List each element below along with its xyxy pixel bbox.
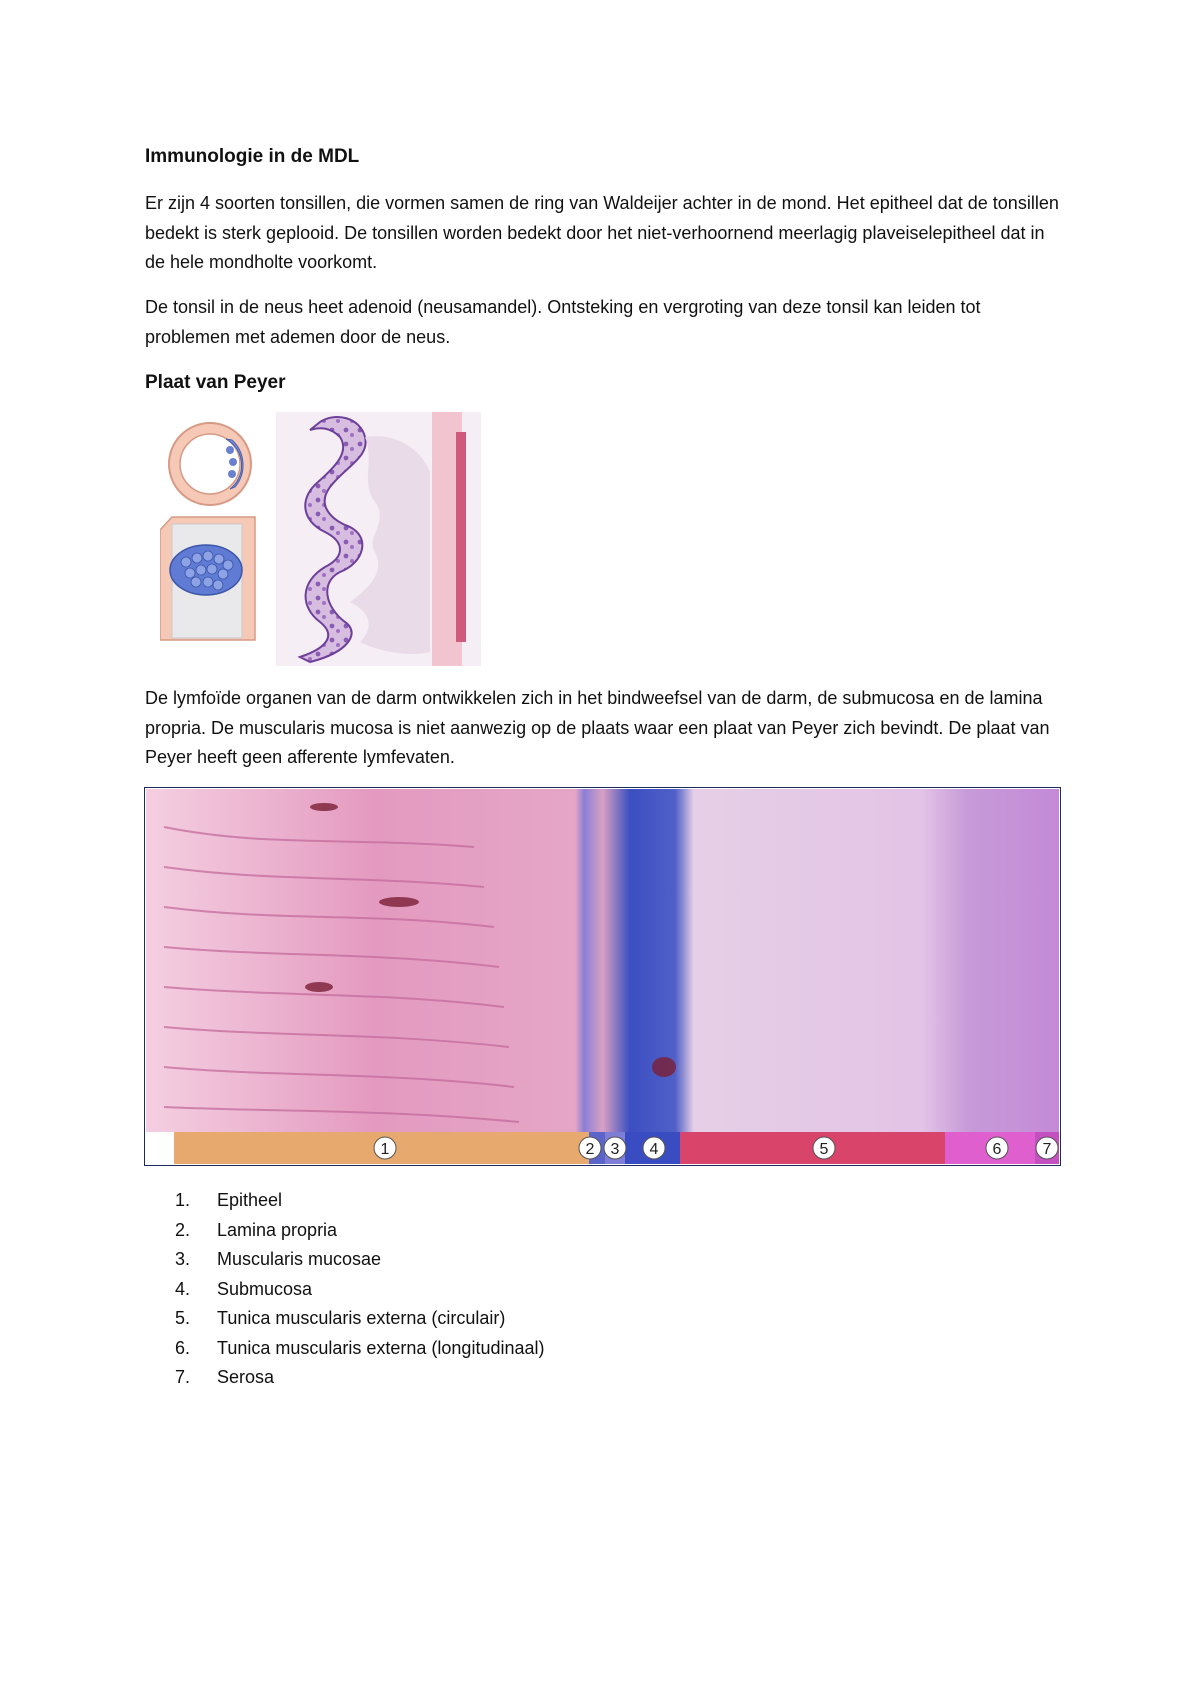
document-title: Immunologie in de MDL <box>145 146 360 167</box>
marker-6-text: 6 <box>992 1141 1002 1158</box>
histology-micrograph <box>276 412 481 666</box>
marker-2-text: 2 <box>585 1141 595 1158</box>
list-item: 3. Muscularis mucosae <box>175 1249 382 1269</box>
paragraph-lymphoid-organs: De lymfoïde organen van de darm ontwikkelen zich in het bindweefsel van de darm, de submucosa en de lamina propria. De muscularis mucosa is niet aanwezig op de plaats waar een plaat van Peyer zich bevindt. De plaat van Peyer heeft geen afferente lymfevaten. <box>145 688 1050 767</box>
marker-7-text: 7 <box>1042 1141 1052 1158</box>
marker-1-text: 1 <box>380 1141 390 1158</box>
schematic-ring-cross-section <box>169 423 251 505</box>
marker-3 <box>604 1137 626 1159</box>
peyer-patch-figure <box>160 412 485 666</box>
paragraph-adenoid: De tonsil in de neus heet adenoid (neusamandel). Ontsteking en vergroting van deze tonsil kan leiden tot problemen met ademen door de neus. <box>145 297 981 347</box>
marker-5-text: 5 <box>819 1141 829 1158</box>
marker-2 <box>579 1137 601 1159</box>
layers-list <box>175 1186 545 1393</box>
list-item: 7. Serosa <box>175 1367 275 1387</box>
marker-4 <box>643 1137 665 1159</box>
list-item: 1. Epitheel <box>175 1190 283 1210</box>
marker-7 <box>1036 1137 1058 1159</box>
section-title-peyer: Plaat van Peyer <box>145 372 286 393</box>
marker-3-text: 3 <box>610 1141 620 1158</box>
marker-4-text: 4 <box>649 1141 659 1158</box>
schematic-tube-longitudinal <box>160 517 255 640</box>
marker-6 <box>986 1137 1008 1159</box>
paragraph-tonsils: Er zijn 4 soorten tonsillen, die vormen samen de ring van Waldeijer achter in de mond. Het epitheel dat de tonsillen bedekt is sterk geplooid. De tonsillen worden bedekt door het niet-verhoornend meerlagig plaveiselepitheel dat in de hele mondholte voorkomt. <box>145 193 1059 272</box>
marker-1 <box>374 1137 396 1159</box>
list-item: 6. Tunica muscularis externa (longitudinaal) <box>175 1337 545 1358</box>
list-item: 2. Lamina propria <box>175 1219 338 1240</box>
intestinal-wall-figure <box>144 787 1061 1166</box>
list-item: 4. Submucosa <box>175 1278 313 1299</box>
marker-5 <box>813 1137 835 1159</box>
list-item: 5. Tunica muscularis externa (circulair) <box>175 1308 506 1328</box>
